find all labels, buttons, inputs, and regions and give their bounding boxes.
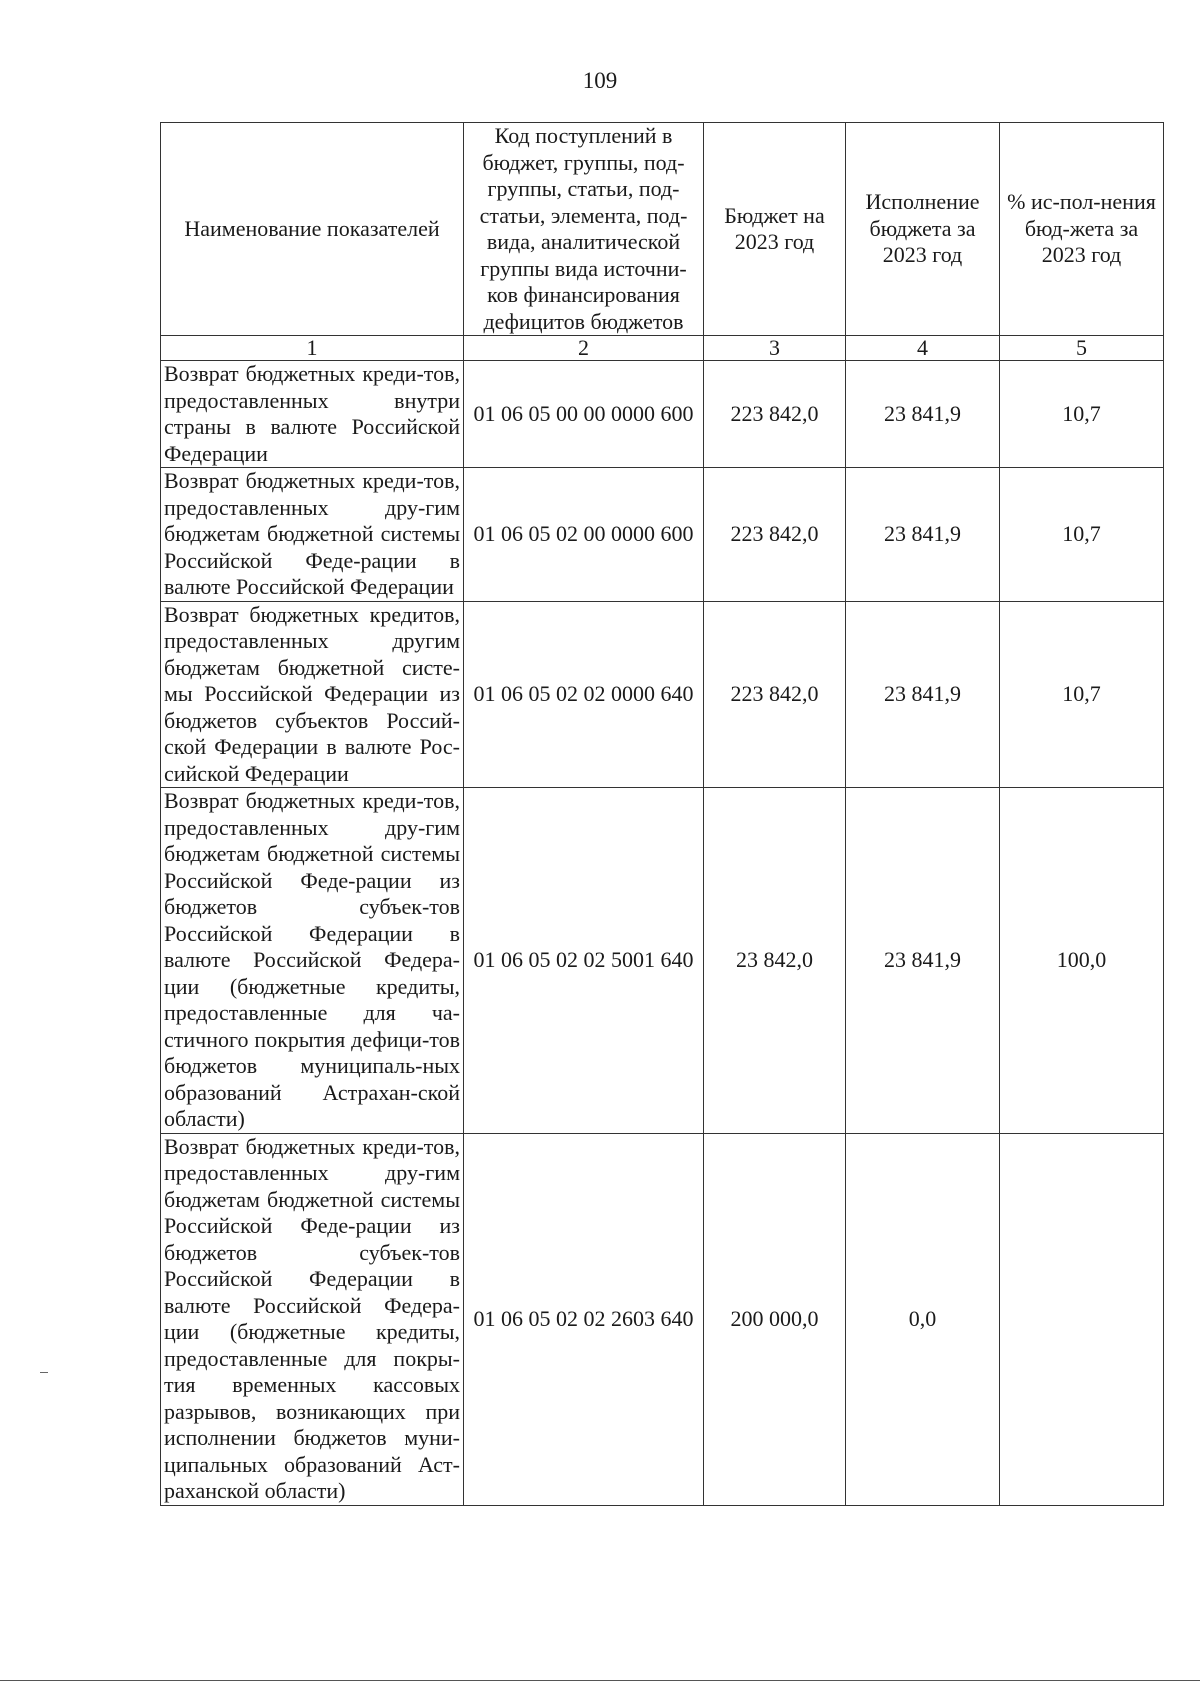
- header-execution: Исполнение бюджета за 2023 год: [846, 123, 1000, 336]
- row-code: 01 06 05 02 02 0000 640: [464, 601, 704, 788]
- row-code: 01 06 05 02 02 5001 640: [464, 788, 704, 1134]
- row-percent: 10,7: [1000, 468, 1164, 602]
- table-row: [161, 468, 1164, 602]
- row-name: Возврат бюджетных креди-тов, предоставленных дру-гим бюджетам бюджетной системы Российской Феде-рации из бюджетов субъек-тов Российской Федерации в валюте Российской Федера-ции (бюджетные кредиты, предоставленные для ча-стичного покрытия дефици-тов бюджетов муниципаль-ных образований Астрахан-ской области): [161, 788, 464, 1134]
- row-name: Возврат бюджетных креди-тов, предоставленных дру-гим бюджетам бюджетной системы Российской Феде-рации из бюджетов субъек-тов Российской Федерации в валюте Российской Федера-ции (бюджетные кредиты, предоставленные для покры-тия временных кассовых разрывов, возникающих при исполнении бюджетов муни-ципальных образований Аст-раханской области): [161, 1133, 464, 1505]
- row-budget: 200 000,0: [704, 1133, 846, 1505]
- table-header-row: [161, 123, 1164, 336]
- page-number: 109: [582, 68, 618, 93]
- row-execution: 23 841,9: [846, 788, 1000, 1134]
- scan-edge-mark: [40, 1372, 48, 1373]
- header-percent: % ис-пол-нения бюд-жета за 2023 год: [1000, 123, 1164, 336]
- table-row: [161, 1133, 1164, 1505]
- row-code: 01 06 05 00 00 0000 600: [464, 361, 704, 468]
- row-execution: 23 841,9: [846, 468, 1000, 602]
- table-row: [161, 788, 1164, 1134]
- column-number: 3: [704, 336, 846, 361]
- table-row: [161, 361, 1164, 468]
- row-name: Возврат бюджетных креди-тов, предоставленных внутри страны в валюте Российской Федерации: [161, 361, 464, 468]
- row-execution: 23 841,9: [846, 361, 1000, 468]
- row-name: Возврат бюджетных кредитов, предоставленных другим бюджетам бюджетной систе-мы Российской Федерации из бюджетов субъектов Россий-ской Федерации в валюте Рос-сийской Федерации: [161, 601, 464, 788]
- header-name: Наименование показателей: [161, 123, 464, 336]
- column-number: 2: [464, 336, 704, 361]
- row-percent: [1000, 1133, 1164, 1505]
- row-percent: 10,7: [1000, 601, 1164, 788]
- column-number: 1: [161, 336, 464, 361]
- row-budget: 223 842,0: [704, 361, 846, 468]
- header-budget: Бюджет на 2023 год: [704, 123, 846, 336]
- page-bottom-rule: [0, 1680, 1200, 1681]
- table-row: [161, 601, 1164, 788]
- column-number: 4: [846, 336, 1000, 361]
- row-name: Возврат бюджетных креди-тов, предоставленных дру-гим бюджетам бюджетной системы Российской Феде-рации в валюте Российской Федерации: [161, 468, 464, 602]
- row-code: 01 06 05 02 02 2603 640: [464, 1133, 704, 1505]
- header-code: Код поступлений в бюджет, группы, под-группы, статьи, под-статьи, элемента, под-вида, аналитической группы вида источни-ков финансирования дефицитов бюджетов: [464, 123, 704, 336]
- row-budget: 223 842,0: [704, 601, 846, 788]
- row-percent: 100,0: [1000, 788, 1164, 1134]
- budget-sources-table: [160, 122, 1164, 1506]
- row-code: 01 06 05 02 00 0000 600: [464, 468, 704, 602]
- row-execution: 23 841,9: [846, 601, 1000, 788]
- row-budget: 223 842,0: [704, 468, 846, 602]
- column-number: 5: [1000, 336, 1164, 361]
- row-budget: 23 842,0: [704, 788, 846, 1134]
- row-execution: 0,0: [846, 1133, 1000, 1505]
- column-numbers-row: [161, 336, 1164, 361]
- row-percent: 10,7: [1000, 361, 1164, 468]
